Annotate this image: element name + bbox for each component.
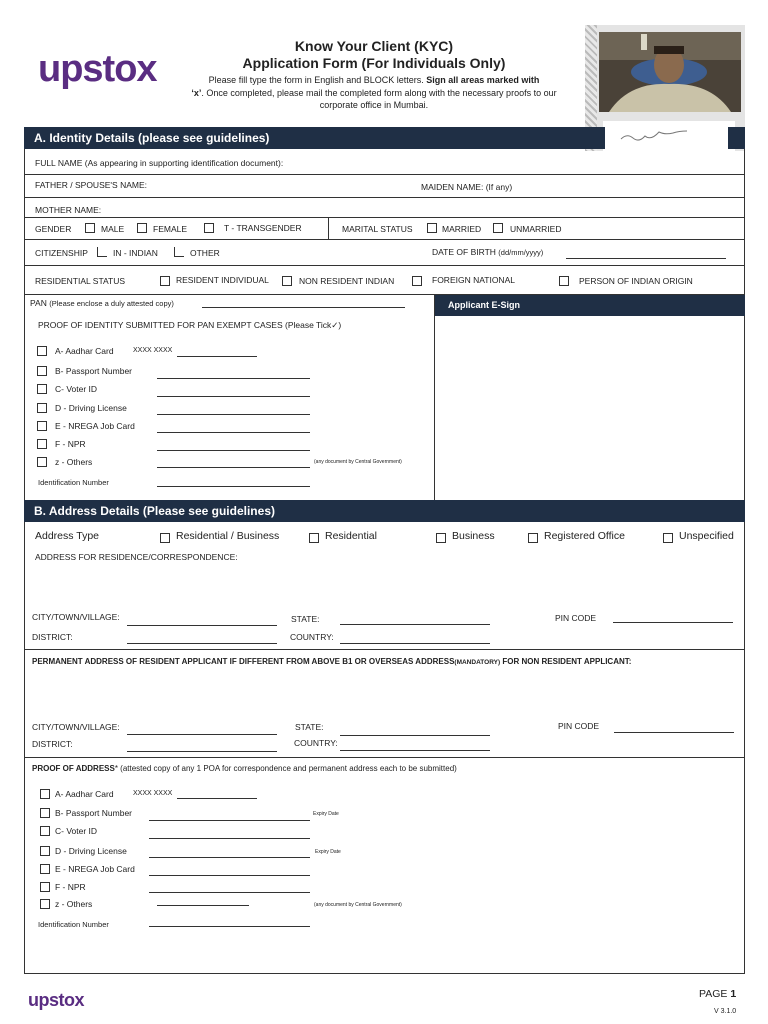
address-type-label: Residential — [325, 530, 377, 542]
form-title: Know Your Client (KYC) — [294, 38, 454, 54]
non-resident-label: NON RESIDENT INDIAN — [299, 276, 395, 286]
country-label-1: COUNTRY: — [290, 632, 334, 642]
pio-label: PERSON OF INDIAN ORIGIN — [579, 276, 693, 286]
form-subtitle: Application Form (For Individuals Only) — [242, 55, 506, 71]
identification-number-field[interactable] — [157, 486, 310, 487]
gender-label: GENDER — [35, 224, 72, 234]
district-field-1[interactable] — [127, 643, 277, 644]
brand-name: upstox — [38, 48, 157, 90]
address-proof-checkbox[interactable] — [40, 789, 50, 799]
address-proof-label: E - NREGA Job Card — [55, 864, 135, 874]
section-a-header: A. Identity Details (please see guidelines) — [24, 127, 605, 149]
non-resident-checkbox[interactable] — [282, 276, 292, 286]
gender-female-label: FEMALE — [153, 224, 188, 234]
gender-female-checkbox[interactable] — [137, 223, 147, 233]
address-proof-label: C- Voter ID — [55, 826, 98, 836]
res-individual-label: RESIDENT INDIVIDUAL — [176, 275, 269, 285]
address-proof-label: A- Aadhar Card — [55, 789, 114, 799]
id-proof-label: E - NREGA Job Card — [55, 421, 135, 431]
form-header — [190, 38, 558, 112]
address-type-checkbox[interactable] — [160, 533, 170, 543]
others-note: (any document by Central Government) — [314, 459, 402, 465]
pin-field-1[interactable] — [613, 622, 733, 623]
address-proof-field[interactable] — [149, 892, 310, 893]
address-type-checkbox[interactable] — [436, 533, 446, 543]
gender-male-checkbox[interactable] — [85, 223, 95, 233]
maiden-name-label: MAIDEN NAME: (If any) — [421, 182, 513, 192]
version-label: V 3.1.0 — [714, 1008, 737, 1015]
pan-field[interactable] — [202, 307, 405, 308]
identification-number-label: Identification Number — [38, 920, 109, 929]
marital-unmarried-label: UNMARRIED — [510, 224, 562, 234]
address-proof-field[interactable] — [149, 820, 310, 821]
address-proof-field[interactable] — [177, 798, 257, 799]
id-proof-checkbox[interactable] — [37, 421, 47, 431]
id-proof-field[interactable] — [157, 378, 310, 379]
citizenship-label: CITIZENSHIP — [35, 248, 88, 258]
identification-number-label: Identification Number — [38, 478, 109, 487]
full-name-label: FULL NAME (As appearing in supporting identification document): — [35, 158, 284, 168]
permanent-address-label: PERMANENT ADDRESS OF RESIDENT APPLICANT IF DIFFERENT FROM ABOVE B1 OR OVERSEAS ADDRESS(MANDATORY) FOR NON RESIDENT APPLICANT: — [32, 657, 632, 666]
marital-unmarried-checkbox[interactable] — [493, 223, 503, 233]
address-proof-label: z - Others — [55, 899, 93, 909]
esign-header: Applicant E-Sign — [434, 295, 745, 316]
gender-transgender-label: T - TRANSGENDER — [224, 223, 302, 233]
marital-married-checkbox[interactable] — [427, 223, 437, 233]
city-label-2: CITY/TOWN/VILLAGE: — [32, 722, 120, 732]
brand-logo — [38, 48, 157, 91]
address-proof-label: D - Driving License — [55, 846, 127, 856]
identity-proof-title: PROOF OF IDENTITY SUBMITTED FOR PAN EXEMPT CASES (Please Tick✓) — [38, 320, 342, 330]
address-proof-field[interactable] — [149, 838, 310, 839]
state-label-2: STATE: — [295, 722, 324, 732]
section-b-header: B. Address Details (Please see guidelines) — [24, 500, 745, 522]
id-proof-checkbox[interactable] — [37, 366, 47, 376]
footer-logo — [28, 990, 84, 1011]
address-type-label: Address Type — [35, 530, 100, 542]
district-field-2[interactable] — [127, 751, 277, 752]
id-proof-field[interactable] — [157, 432, 310, 433]
address-type-label: Unspecified — [679, 530, 734, 542]
mother-name-label: MOTHER NAME: — [35, 205, 102, 215]
citizenship-indian-tick[interactable] — [97, 247, 107, 257]
expiry-date-label: Expiry Date — [313, 811, 339, 817]
address-proof-checkbox[interactable] — [40, 899, 50, 909]
id-proof-checkbox[interactable] — [37, 384, 47, 394]
correspondence-address-label: ADDRESS FOR RESIDENCE/CORRESPONDENCE: — [35, 552, 238, 562]
citizenship-indian-label: IN - INDIAN — [113, 248, 158, 258]
address-proof-checkbox[interactable] — [40, 808, 50, 818]
signature-area — [603, 121, 735, 151]
id-proof-label: B- Passport Number — [55, 366, 132, 376]
dob-label: DATE OF BIRTH (dd/mm/yyyy) — [432, 247, 544, 257]
city-label-1: CITY/TOWN/VILLAGE: — [32, 612, 120, 622]
address-type-label: Registered Office — [544, 530, 625, 542]
gender-male-label: MALE — [101, 224, 125, 234]
address-type-checkbox[interactable] — [309, 533, 319, 543]
gender-transgender-checkbox[interactable] — [204, 223, 214, 233]
address-proof-field[interactable] — [157, 905, 249, 906]
address-proof-field[interactable] — [149, 857, 310, 858]
proof-of-address-title: PROOF OF ADDRESS* (attested copy of any 1 POA for correspondence and permanent address each to be submitted) — [32, 764, 457, 773]
identification-number-field[interactable] — [149, 926, 310, 927]
marital-status-label: MARITAL STATUS — [342, 224, 413, 234]
id-proof-checkbox[interactable] — [37, 439, 47, 449]
id-proof-checkbox[interactable] — [37, 403, 47, 413]
city-field-1[interactable] — [127, 625, 277, 626]
id-proof-field[interactable] — [157, 467, 310, 468]
address-type-label: Business — [452, 530, 495, 542]
id-proof-checkbox[interactable] — [37, 457, 47, 467]
id-proof-field[interactable] — [157, 414, 310, 415]
address-proof-label: F - NPR — [55, 882, 86, 892]
applicant-photo — [599, 32, 741, 112]
residential-status-label: RESIDENTIAL STATUS — [35, 276, 126, 286]
pio-checkbox[interactable] — [559, 276, 569, 286]
pan-label: PAN (Please enclose a duly attested copy) — [30, 298, 174, 308]
marital-married-label: MARRIED — [442, 224, 482, 234]
id-proof-field[interactable] — [157, 396, 310, 397]
pin-field-2[interactable] — [614, 732, 734, 733]
address-type-label: Residential / Business — [176, 530, 280, 542]
address-proof-checkbox[interactable] — [40, 882, 50, 892]
expiry-date-label: Expiry Date — [315, 849, 341, 855]
country-field-1[interactable] — [340, 643, 490, 644]
aadhar-mask: XXXX XXXX — [133, 347, 173, 354]
address-proof-field[interactable] — [149, 875, 310, 876]
others-note: (any document by Central Government) — [314, 902, 402, 908]
esign-box[interactable] — [435, 316, 744, 500]
pin-label-1: PIN CODE — [555, 613, 597, 623]
address-proof-checkbox[interactable] — [40, 846, 50, 856]
district-label-2: DISTRICT: — [32, 739, 73, 749]
applicant-photo-frame — [585, 25, 745, 151]
district-label-1: DISTRICT: — [32, 632, 73, 642]
footer-brand-name: upstox — [28, 990, 85, 1010]
foreign-national-checkbox[interactable] — [412, 276, 422, 286]
id-proof-label: D - Driving License — [55, 403, 127, 413]
foreign-national-label: FOREIGN NATIONAL — [432, 275, 515, 285]
dob-field[interactable] — [566, 258, 726, 259]
city-field-2[interactable] — [127, 734, 277, 735]
citizenship-other-tick[interactable] — [174, 247, 184, 257]
address-type-checkbox[interactable] — [663, 533, 673, 543]
id-proof-label: F - NPR — [55, 439, 86, 449]
state-field-1[interactable] — [340, 624, 490, 625]
country-field-2[interactable] — [340, 750, 490, 751]
address-type-checkbox[interactable] — [528, 533, 538, 543]
citizenship-other-label: OTHER — [190, 248, 220, 258]
address-proof-checkbox[interactable] — [40, 826, 50, 836]
res-individual-checkbox[interactable] — [160, 276, 170, 286]
id-proof-checkbox[interactable] — [37, 346, 47, 356]
form-instructions: Please fill type the form in English and BLOCK letters. Sign all areas marked with ‘x’. Once completed, please mail the completed form along with the necessary proofs to our corporate office in Mumbai. — [191, 75, 557, 110]
page-number: PAGE 1 — [699, 988, 737, 1000]
aadhar-mask: XXXX XXXX — [133, 790, 173, 797]
id-proof-field[interactable] — [177, 356, 257, 357]
id-proof-label: C- Voter ID — [55, 384, 98, 394]
pin-label-2: PIN CODE — [558, 721, 600, 731]
address-proof-label: B- Passport Number — [55, 808, 132, 818]
state-field-2[interactable] — [340, 735, 490, 736]
id-proof-field[interactable] — [157, 450, 310, 451]
address-proof-checkbox[interactable] — [40, 864, 50, 874]
id-proof-label: z - Others — [55, 457, 93, 467]
id-proof-label: A- Aadhar Card — [55, 346, 114, 356]
state-label-1: STATE: — [291, 614, 320, 624]
country-label-2: COUNTRY: — [294, 738, 338, 748]
father-name-label: FATHER / SPOUSE'S NAME: — [35, 180, 147, 190]
